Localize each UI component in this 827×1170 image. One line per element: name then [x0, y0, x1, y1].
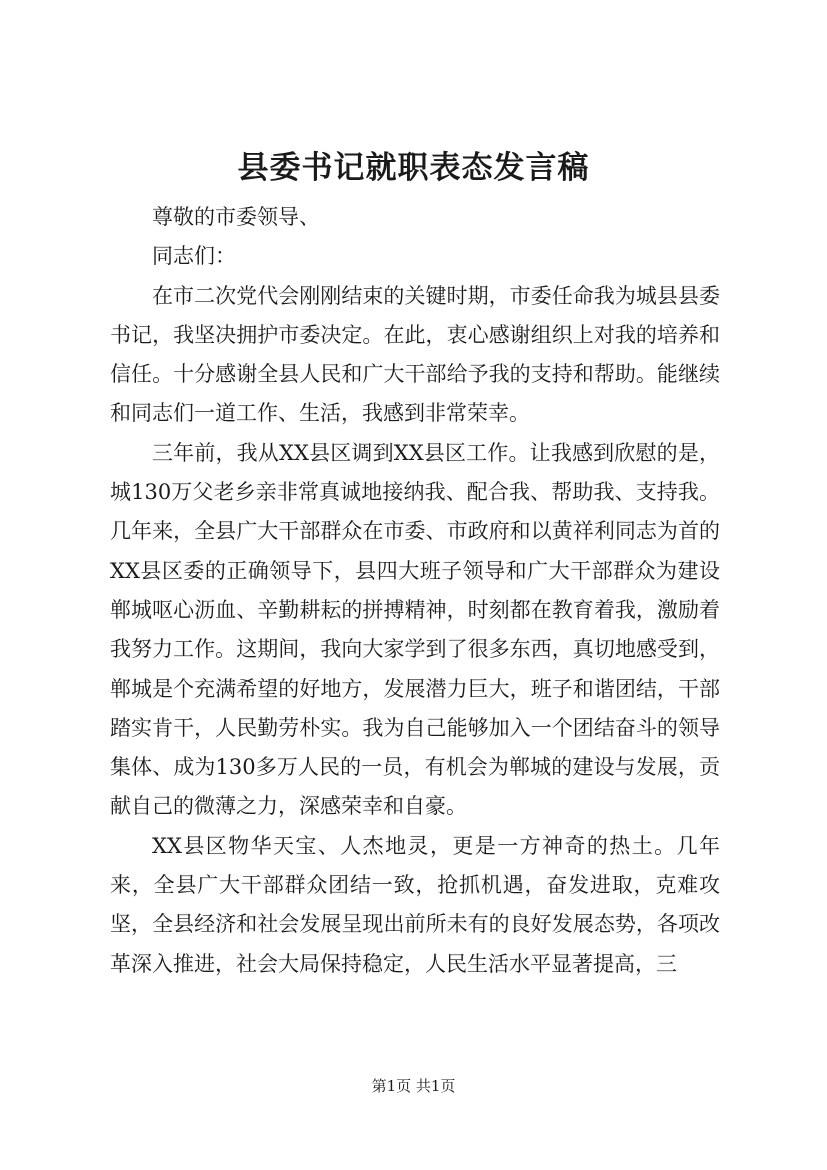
- paragraph-3: XX县区物华天宝、人杰地灵，更是一方神奇的热土。几年来，全县广大干部群众团结一致，抢抓机遇，奋发进取，克难攻坚，全县经济和社会发展呈现出前所未有的良好发展态势，各项改革深入推进，社会大局保持稳定，人民生活水平显著提高，三: [110, 833, 720, 976]
- page-footer: 第1页 共1页: [371, 1077, 456, 1095]
- document-title: 县委书记就职表态发言稿: [237, 150, 590, 186]
- paragraph-1: 在市二次党代会刚刚结束的关键时期，市委任命我为城县县委书记，我坚决拥护市委决定。在此，衷心感谢组织上对我的培养和信任。十分感谢全县人民和广大干部给予我的支持和帮助。能继续和同志们一道工作、生活，我感到非常荣幸。: [110, 283, 720, 426]
- document-body: [110, 198, 720, 984]
- paragraph-2: 三年前，我从XX县区调到XX县区工作。让我感到欣慰的是，城130万父老乡亲非常真诚地接纳我、配合我、帮助我、支持我。几年来，全县广大干部群众在市委、市政府和以黄祥利同志为首的XX县区委的正确领导下，县四大班子领导和广大干部群众为建设郸城呕心沥血、辛勤耕耘的拼搏精神，时刻都在教育着我，激励着我努力工作。这期间，我向大家学到了很多东西，真切地感受到，郸城是个充满希望的好地方，发展潜力巨大，班子和谐团结，干部踏实肯干，人民勤劳朴实。我为自己能够加入一个团结奋斗的领导集体、成为130多万人民的一员，有机会为郸城的建设与发展，贡献自己的微薄之力，深感荣幸和自豪。: [110, 440, 720, 819]
- salutation-line-1: 尊敬的市委领导、: [152, 205, 320, 229]
- salutation-line-2: 同志们：: [152, 244, 236, 269]
